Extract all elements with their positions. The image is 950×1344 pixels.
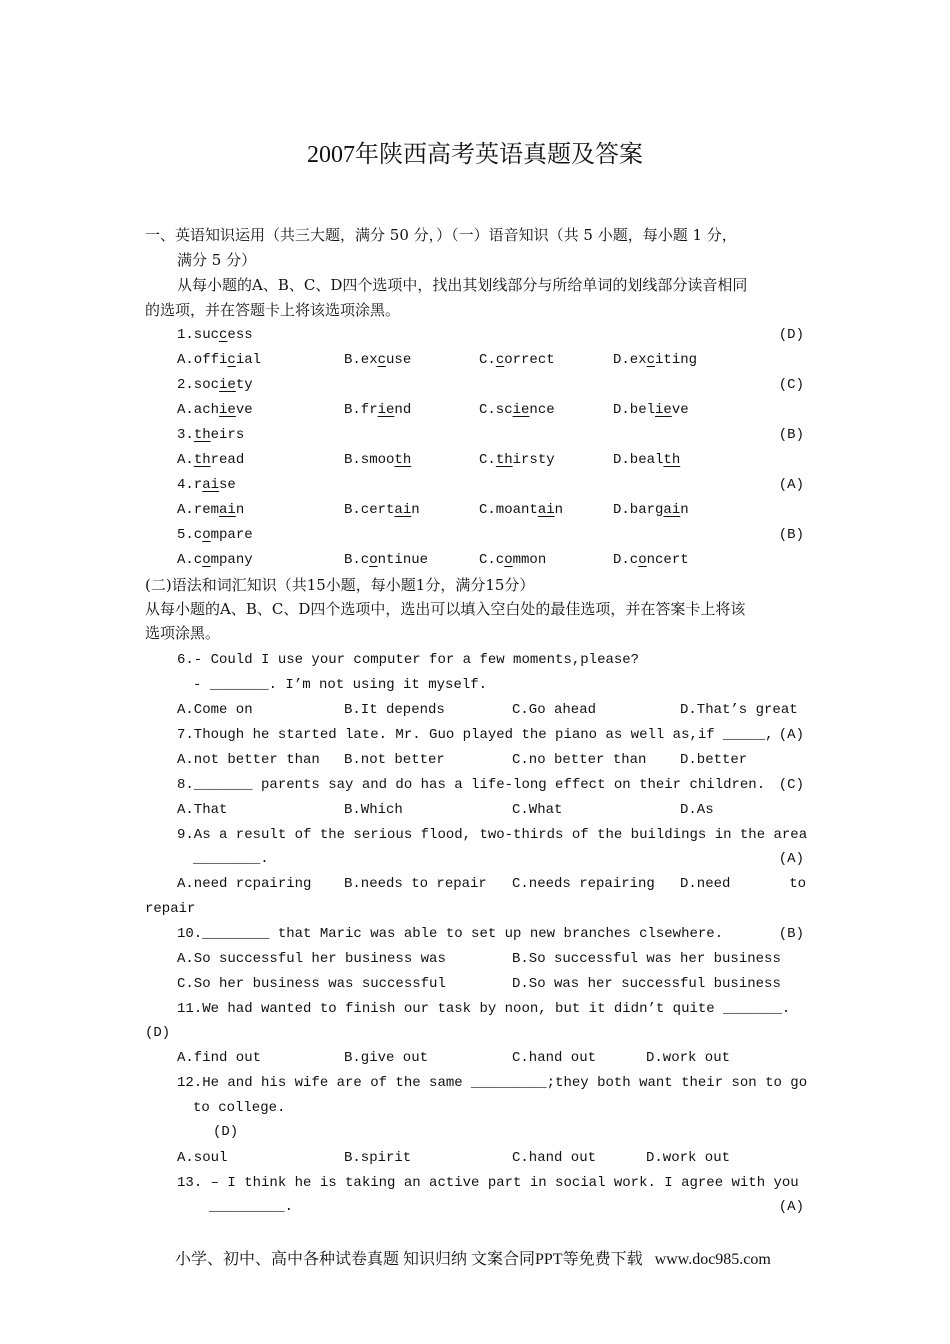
question-2-option-b: [344, 401, 411, 419]
question-1-option-d: [613, 351, 697, 369]
question-11-option-d: D.work out: [646, 1050, 731, 1066]
question-3-word: [177, 426, 244, 444]
part1-instruction: 从每小题的A、B、C、D四个选项中，找出其划线部分与所给单词的划线部分读音相同: [177, 276, 748, 294]
underlined-letters: c: [495, 352, 505, 368]
underlined-letters: ai: [663, 502, 681, 518]
word-part: D.bel: [613, 402, 656, 418]
question-5-option-c: [479, 551, 546, 569]
question-12-option-d: D.work out: [646, 1150, 731, 1166]
word-part: orrect: [504, 352, 555, 368]
part2-instruction: 从每小题的A、B、C、D四个选项中，选出可以填入空白处的最佳选项，并在答案卡上将该: [145, 600, 746, 618]
underlined-letters: ie: [219, 402, 236, 418]
word-part: n: [235, 502, 245, 518]
footer-ad-text: 小学、初中、高中各种试卷真题 知识归纳 文案合同PPT等免费下载 www.doc985.com: [175, 1251, 771, 1268]
document-title: 2007年陕西高考英语真题及答案: [307, 142, 643, 168]
word-part: 4.r: [177, 477, 203, 493]
underlined-letters: ie: [512, 402, 530, 418]
part1-heading-cont: 满分 5 分）: [177, 251, 257, 269]
question-12-option-b: B.spirit: [344, 1150, 412, 1166]
underlined-letters: ie: [655, 402, 672, 418]
word-part: 2.soc: [177, 377, 220, 393]
underlined-letters: c: [377, 352, 387, 368]
word-part: nce: [529, 402, 555, 418]
question-1-option-b: [344, 351, 411, 369]
question-10-option-c: C.So her business was successful: [177, 976, 446, 992]
question-13-stem: 13. – I think he is taking an active part in social work. I agree with you: [177, 1175, 799, 1191]
question-6-option-d: D.That’s great: [680, 702, 798, 718]
question-8-option-b: B.Which: [344, 802, 403, 818]
question-6-option-c: C.Go ahead: [512, 702, 597, 718]
word-part: A.rem: [177, 502, 220, 518]
question-8-stem: 8._______ parents say and do has a life-long effect on their children.: [177, 777, 766, 793]
word-part: mmon: [512, 552, 547, 568]
question-7-option-c: C.no better than: [512, 752, 647, 768]
question-5-option-a: [177, 551, 253, 569]
word-part: D.ex: [613, 352, 647, 368]
word-part: ess: [227, 327, 253, 343]
question-3-option-d: [613, 451, 680, 469]
word-part: D.barg: [613, 502, 664, 518]
underlined-letters: ie: [377, 402, 395, 418]
question-9-option-d-wrap: repair: [145, 901, 196, 917]
question-2-word: [177, 376, 253, 394]
underlined-letters: th: [394, 452, 412, 468]
question-7-option-d: D.better: [680, 752, 748, 768]
underlined-letters: th: [495, 452, 513, 468]
question-7-option-a: A.not better than: [177, 752, 320, 768]
word-part: 5.c: [177, 527, 203, 543]
word-part: se: [219, 477, 236, 493]
word-part: A.: [177, 452, 194, 468]
question-12-stem-cont: to college.: [193, 1100, 286, 1116]
question-9-option-a: A.need rcpairing: [177, 876, 312, 892]
word-part: n: [411, 502, 420, 518]
question-6-response: - _______. I’m not using it myself.: [193, 677, 488, 693]
part1-heading: 一、英语知识运用（共三大题，满分 50 分，）（一）语音知识（共 5 小题，每小题 1 分，: [145, 226, 737, 244]
underlined-letters: ie: [219, 377, 236, 393]
word-part: B.fr: [344, 402, 378, 418]
word-part: D.c: [613, 552, 639, 568]
question-9-option-b: B.needs to repair: [344, 876, 487, 892]
question-13-answer: (A): [778, 1199, 804, 1215]
question-10-answer: (B): [778, 926, 804, 942]
underlined-letters: th: [663, 452, 681, 468]
question-4-answer: (A): [778, 477, 804, 493]
question-7-stem: 7.Though he started late. Mr. Guo played the piano as well as,if _____,: [177, 727, 774, 743]
word-part: ty: [235, 377, 253, 393]
question-2-option-a: [177, 401, 253, 419]
word-part: C.sc: [479, 402, 513, 418]
question-3-answer: (B): [778, 427, 804, 443]
word-part: 3.: [177, 427, 194, 443]
part1-instruction-cont: 的选项，并在答题卡上将该选项涂黑。: [145, 301, 401, 319]
question-1-option-a: [177, 351, 261, 369]
word-part: read: [210, 452, 245, 468]
question-1-word: [177, 326, 253, 344]
underlined-letters: c: [646, 352, 656, 368]
question-5-answer: (B): [778, 527, 804, 543]
underlined-letters: ai: [537, 502, 555, 518]
underlined-letters: ai: [202, 477, 220, 493]
question-9-option-c: C.needs repairing: [512, 876, 655, 892]
word-part: B.c: [344, 552, 370, 568]
question-12-answer: (D): [213, 1124, 239, 1140]
word-part: eirs: [210, 427, 245, 443]
question-11-answer: (D): [145, 1025, 171, 1041]
underlined-letters: o: [638, 552, 647, 568]
word-part: use: [386, 352, 412, 368]
question-12-stem: 12.He and his wife are of the same _________;they both want their son to go: [177, 1075, 808, 1091]
underlined-letters: th: [193, 427, 211, 443]
part2-heading: (二)语法和词汇知识（共15小题，每小题1分，满分15分）: [145, 576, 535, 594]
part2-instruction-cont: 选项涂黑。: [145, 624, 221, 642]
question-4-option-a: [177, 501, 244, 519]
question-13-blank: _________.: [209, 1199, 294, 1215]
question-8-option-d: D.As: [680, 802, 714, 818]
question-6-option-b: B.It depends: [344, 702, 445, 718]
word-part: mpany: [210, 552, 253, 568]
word-part: ve: [671, 402, 689, 418]
question-11-option-c: C.hand out: [512, 1050, 597, 1066]
underlined-letters: ai: [394, 502, 412, 518]
question-5-option-b: [344, 551, 428, 569]
question-3-option-b: [344, 451, 411, 469]
underlined-letters: o: [369, 552, 378, 568]
underlined-letters: ai: [219, 502, 236, 518]
word-part: iting: [655, 352, 698, 368]
question-12-option-a: A.soul: [177, 1150, 228, 1166]
word-part: 1.suc: [177, 327, 220, 343]
word-part: nd: [394, 402, 412, 418]
underlined-letters: th: [193, 452, 211, 468]
question-7-answer: (A): [778, 727, 804, 743]
word-part: A.c: [177, 552, 203, 568]
question-11-option-a: A.find out: [177, 1050, 262, 1066]
word-part: ve: [235, 402, 253, 418]
question-6-option-a: A.Come on: [177, 702, 253, 718]
question-3-option-a: [177, 451, 244, 469]
word-part: A.offi: [177, 352, 228, 368]
question-6-stem: 6.- Could I use your computer for a few moments,please?: [177, 652, 640, 668]
question-1-answer: (D): [778, 327, 804, 343]
question-4-option-d: [613, 501, 689, 519]
word-part: ial: [235, 352, 262, 368]
word-part: ncert: [646, 552, 689, 568]
underlined-letters: c: [227, 352, 236, 368]
question-9-answer: (A): [778, 851, 804, 867]
question-8-option-a: A.That: [177, 802, 228, 818]
question-5-option-d: [613, 551, 689, 569]
word-part: n: [554, 502, 564, 518]
question-8-answer: (C): [778, 777, 804, 793]
word-part: B.smoo: [344, 452, 395, 468]
word-part: C.moant: [479, 502, 538, 518]
underlined-letters: o: [202, 552, 211, 568]
word-part: C.: [479, 352, 496, 368]
word-part: n: [680, 502, 689, 518]
question-7-option-b: B.not better: [344, 752, 445, 768]
question-10-stem: 10.________ that Maric was able to set up new branches clsewhere.: [177, 926, 724, 942]
question-10-option-b: B.So successful was her business: [512, 951, 781, 967]
question-2-answer: (C): [778, 377, 804, 393]
question-11-stem: 11.We had wanted to finish our task by noon, but it didn’t quite _______.: [177, 1001, 791, 1017]
underlined-letters: c: [219, 327, 228, 343]
question-9-option-d: D.need to: [680, 876, 807, 892]
word-part: mpare: [210, 527, 253, 543]
word-part: C.: [479, 452, 496, 468]
word-part: D.beal: [613, 452, 664, 468]
underlined-letters: o: [202, 527, 211, 543]
underlined-letters: o: [504, 552, 513, 568]
word-part: C.c: [479, 552, 505, 568]
question-5-word: [177, 526, 253, 544]
question-1-option-c: [479, 351, 555, 369]
question-3-option-c: [479, 451, 555, 469]
question-2-option-d: [613, 401, 689, 419]
question-2-option-c: [479, 401, 555, 419]
question-8-option-c: C.What: [512, 802, 563, 818]
question-12-option-c: C.hand out: [512, 1150, 597, 1166]
question-9-stem: 9.As a result of the serious flood, two-thirds of the buildings in the area: [177, 827, 808, 843]
word-part: ntinue: [377, 552, 429, 568]
word-part: B.cert: [344, 502, 395, 518]
word-part: A.ach: [177, 402, 220, 418]
question-10-option-a: A.So successful her business was: [177, 951, 446, 967]
question-9-blank: ________.: [193, 851, 269, 867]
question-10-option-d: D.So was her successful business: [512, 976, 781, 992]
question-4-option-b: [344, 501, 420, 519]
word-part: irsty: [512, 452, 555, 468]
question-4-option-c: [479, 501, 563, 519]
word-part: B.ex: [344, 352, 378, 368]
question-4-word: [177, 476, 236, 494]
question-11-option-b: B.give out: [344, 1050, 429, 1066]
